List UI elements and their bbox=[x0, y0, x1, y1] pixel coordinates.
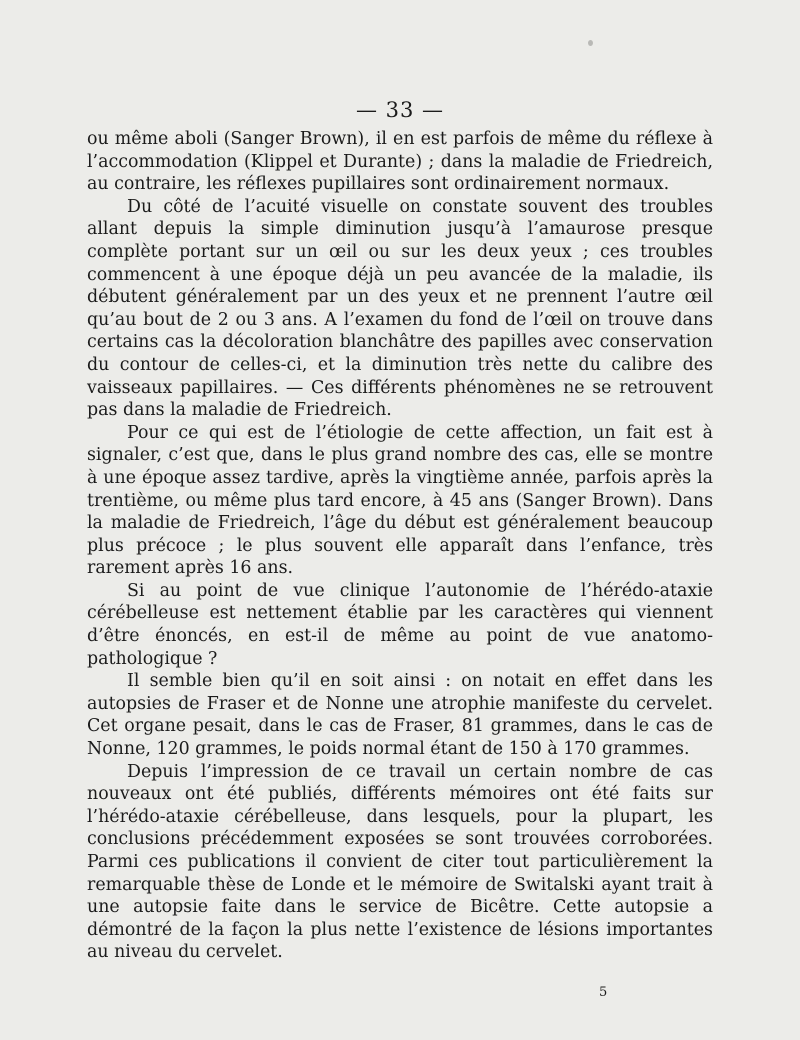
paragraph: Pour ce qui est de l’étiologie de cette affection, un fait est à signaler, c’est que, dans le plus grand nombre des cas, elle se montre à une époque assez tardive, après la vingtième année, parfois après la trentième, ou même plus tard encore, à 45 ans (Sanger Brown). Dans la maladie de Friedreich, l’âge du début est généralement beaucoup plus précoce ; le plus souvent elle apparaît dans l’enfance, très rarement après 16 ans. bbox=[87, 422, 713, 579]
paragraph: Il semble bien qu’il en soit ainsi : on notait en effet dans les autopsies de Fraser et de Nonne une atrophie manifeste du cervelet. Cet organe pesait, dans le cas de Fraser, 81 grammes, dans le cas de Nonne, 120 grammes, le poids normal étant de 150 à 170 grammes. bbox=[87, 671, 713, 760]
paragraph: Si au point de vue clinique l’autonomie de l’hérédo-ataxie cérébelleuse est nettement établie par les caractères qui viennent d’être énoncés, en est-il de même au point de vue anatomo-pathologique ? bbox=[87, 580, 713, 669]
signature-mark: 5 bbox=[599, 985, 608, 1000]
paper-speck bbox=[588, 40, 593, 46]
body-text bbox=[87, 128, 713, 964]
paragraph: Depuis l’impression de ce travail un certain nombre de cas nouveaux ont été publiés, différents mémoires ont été faits sur l’hérédo-ataxie cérébelleuse, dans lesquels, pour la plupart, les conclusions précédemment exposées se sont trouvées corroborées. Parmi ces publications il convient de citer tout particulièrement la remarquable thèse de Londe et le mémoire de Switalski ayant trait à une autopsie faite dans le service de Bicêtre. Cette autopsie a démontré de la façon la plus nette l’existence de lésions importantes au niveau du cervelet. bbox=[87, 761, 713, 963]
page-number: — 33 — bbox=[355, 98, 445, 122]
paragraph: Du côté de l’acuité visuelle on constate souvent des troubles allant depuis la simple diminution jusqu’à l’amaurose presque complète portant sur un œil ou sur les deux yeux ; ces troubles commencent à une époque déjà un peu avancée de la maladie, ils débutent généralement par un des yeux et ne prennent l’autre œil qu’au bout de 2 ou 3 ans. A l’examen du fond de l’œil on trouve dans certains cas la décoloration blanchâtre des papilles avec conservation du contour de celles-ci, et la diminution très nette du calibre des vaisseaux papillaires. — Ces différents phénomènes ne se retrouvent pas dans la maladie de Friedreich. bbox=[87, 196, 713, 421]
paragraph: ou même aboli (Sanger Brown), il en est parfois de même du réflexe à l’accommodation (Klippel et Durante) ; dans la maladie de Friedreich, au contraire, les réflexes pupillaires sont ordinairement normaux. bbox=[87, 129, 713, 195]
